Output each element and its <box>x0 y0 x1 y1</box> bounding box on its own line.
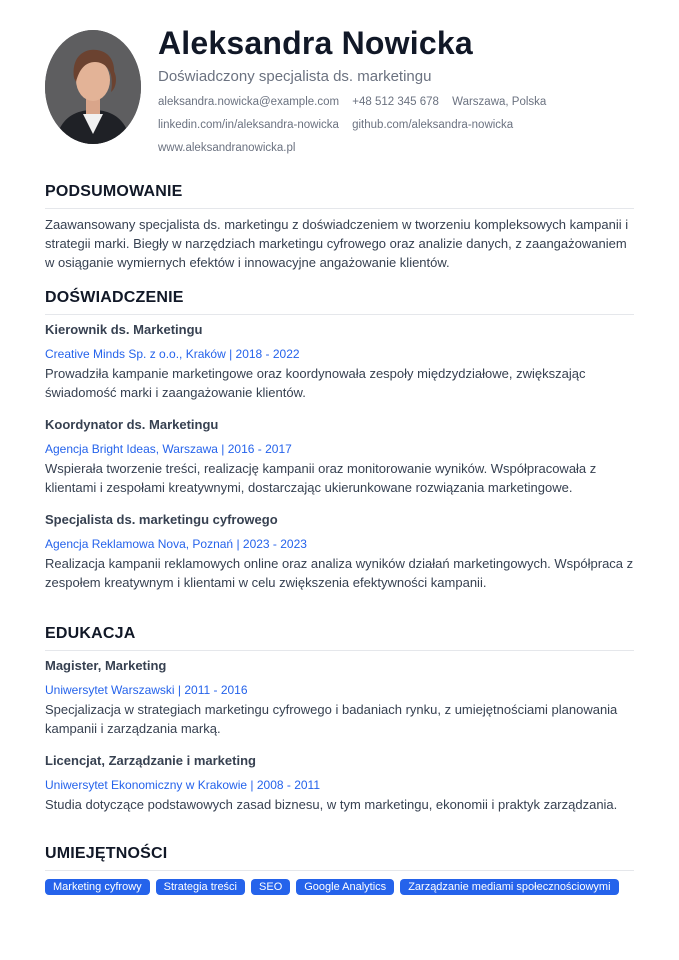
github-link[interactable]: github.com/aleksandra-nowicka <box>352 119 514 131</box>
school-dates: Uniwersytet Ekonomiczny w Krakowie | 2008 - 2011 <box>45 778 321 792</box>
website-link[interactable]: www.aleksandranowicka.pl <box>158 142 296 154</box>
education-description: Studia dotyczące podstawowych zasad biznesu, w tym marketingu, ekonomii i praktyk zarządzania. <box>45 797 618 812</box>
section-title-skills: UMIEJĘTNOŚCI <box>45 844 634 871</box>
education-entry <box>45 657 634 738</box>
candidate-name: Aleksandra Nowicka <box>158 25 473 61</box>
experience-entry <box>45 321 634 402</box>
job-title: Kierownik ds. Marketingu <box>45 322 203 337</box>
location-text: Warszawa, Polska <box>452 96 547 108</box>
header-info <box>158 24 634 155</box>
skills-tags <box>45 879 634 895</box>
skill-tag: Zarządzanie mediami społecznościowymi <box>400 879 618 895</box>
section-title-experience: DOŚWIADCZENIE <box>45 288 634 315</box>
degree-title: Magister, Marketing <box>45 658 167 673</box>
email-link[interactable]: aleksandra.nowicka@example.com <box>158 96 340 108</box>
resume-header <box>45 24 634 164</box>
experience-section <box>45 288 634 592</box>
section-title-education: EDUKACJA <box>45 624 634 651</box>
profile-photo <box>45 30 141 144</box>
school-dates: Uniwersytet Warszawski | 2011 - 2016 <box>45 683 248 697</box>
job-company-dates: Agencja Bright Ideas, Warszawa | 2016 - 2017 <box>45 442 292 456</box>
summary-text: Zaawansowany specjalista ds. marketingu z doświadczeniem w tworzeniu kompleksowych kampanii i strategii marki. Biegły w narzędziach marketingu cyfrowego oraz analizie danych, z zaangażowaniem w osiąganie wymiernych efektów i innowacyjne angażowanie klientów. <box>45 217 629 270</box>
education-section <box>45 624 634 814</box>
candidate-role: Doświadczony specjalista ds. marketingu <box>158 68 432 85</box>
job-description: Wspierała tworzenie treści, realizację kampanii oraz monitorowanie wyników. Współpracowała z klientami i zespołami kreatywnymi, dostarczając ukierunkowane rozwiązania marketingowe. <box>45 461 597 495</box>
linkedin-link[interactable]: linkedin.com/in/aleksandra-nowicka <box>158 119 339 131</box>
education-description: Specjalizacja w strategiach marketingu cyfrowego i badaniach rynku, z umiejętnościami planowania kampanii i zarządzania marką. <box>45 702 618 736</box>
contact-row-1 <box>158 95 634 109</box>
job-description: Prowadziła kampanie marketingowe oraz koordynowała zespoły międzydziałowe, zwiększając świadomość marki i zaangażowanie klientów. <box>45 366 586 400</box>
education-entry <box>45 752 634 814</box>
skill-tag: Marketing cyfrowy <box>45 879 150 895</box>
job-description: Realizacja kampanii reklamowych online oraz analiza wyników działań marketingowych. Współpraca z zespołem kreatywnym i klientami w celu zwiększenia efektywności kampanii. <box>45 556 634 590</box>
job-title: Specjalista ds. marketingu cyfrowego <box>45 512 278 527</box>
section-title-summary: PODSUMOWANIE <box>45 182 634 209</box>
skill-tag: SEO <box>251 879 290 895</box>
degree-title: Licencjat, Zarządzanie i marketing <box>45 753 256 768</box>
skill-tag: Google Analytics <box>296 879 394 895</box>
phone-text: +48 512 345 678 <box>352 96 439 108</box>
experience-entry <box>45 416 634 497</box>
job-company-dates: Creative Minds Sp. z o.o., Kraków | 2018 - 2022 <box>45 347 300 361</box>
job-title: Koordynator ds. Marketingu <box>45 417 219 432</box>
skill-tag: Strategia treści <box>156 879 245 895</box>
job-company-dates: Agencja Reklamowa Nova, Poznań | 2023 - 2023 <box>45 537 307 551</box>
skills-section <box>45 844 634 895</box>
experience-entry <box>45 511 634 592</box>
contact-row-3 <box>158 141 634 155</box>
summary-section <box>45 182 634 272</box>
contact-row-2 <box>158 118 634 132</box>
